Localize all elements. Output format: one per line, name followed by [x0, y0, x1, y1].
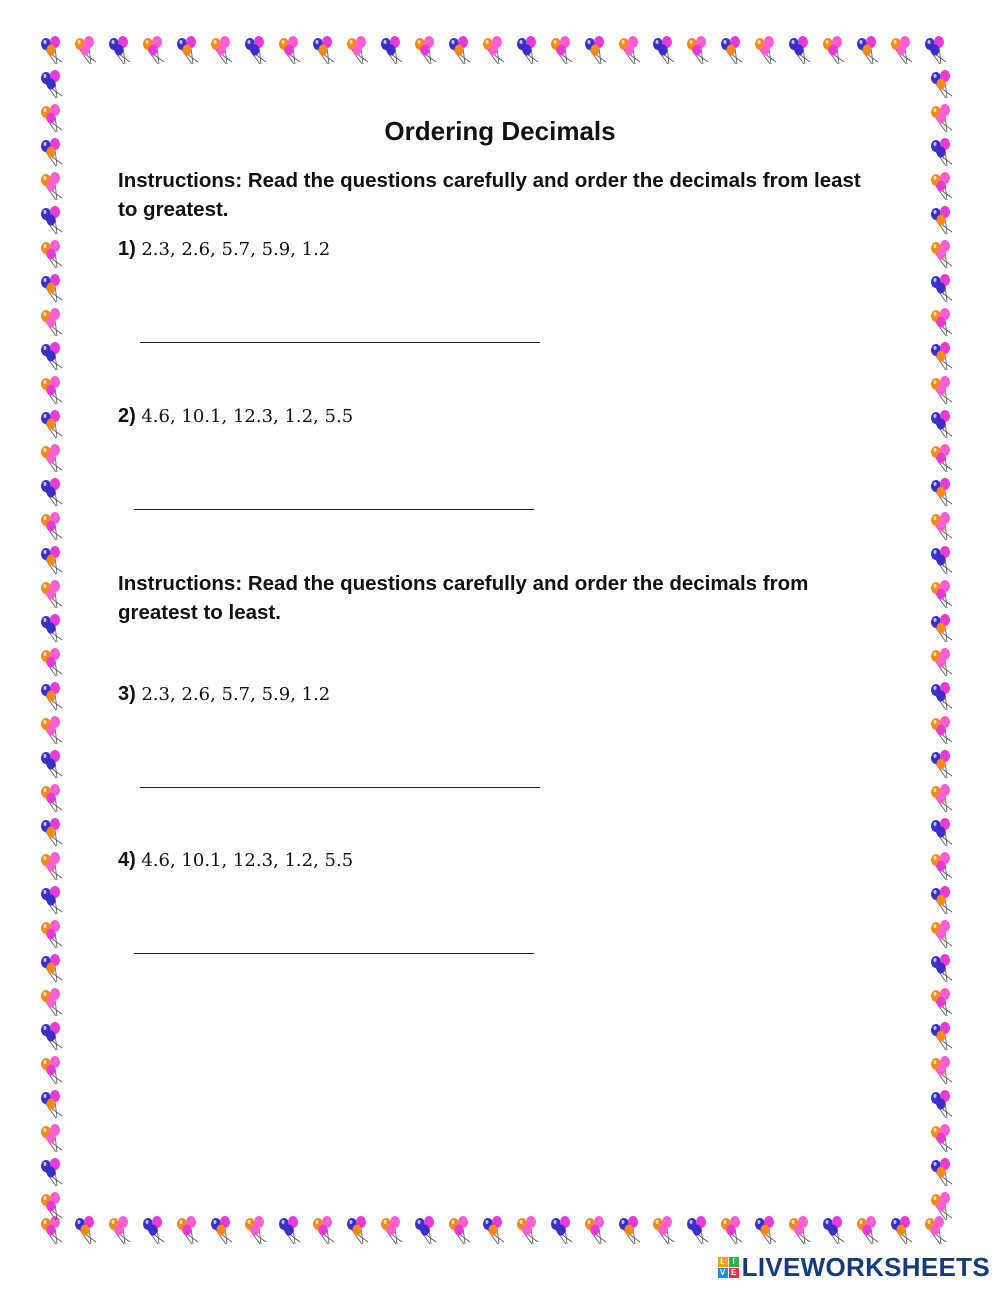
balloon-bunch-icon — [245, 1216, 266, 1244]
logo-letter: L — [718, 1257, 728, 1267]
balloon-bunch-icon — [857, 1216, 878, 1244]
question-number: 1) — [118, 238, 136, 260]
balloon-bunch-icon — [109, 1216, 130, 1244]
answer-line-3[interactable] — [140, 787, 540, 788]
balloon-bunch-icon — [41, 36, 62, 64]
balloon-bunch-icon — [41, 376, 62, 404]
balloon-bunch-icon — [931, 172, 952, 200]
balloon-bunch-icon — [41, 308, 62, 336]
logo-letter: V — [718, 1268, 728, 1278]
balloon-bunch-icon — [931, 716, 952, 744]
balloon-bunch-icon — [931, 1022, 952, 1050]
balloon-bunch-icon — [75, 36, 96, 64]
balloon-bunch-icon — [931, 682, 952, 710]
instructions-least-to-greatest: Instructions: Read the questions carefully and order the decimals from least to greatest. — [118, 169, 861, 221]
balloon-bunch-icon — [721, 36, 742, 64]
balloon-bunch-icon — [931, 376, 952, 404]
balloon-bunch-icon — [245, 36, 266, 64]
brand-name: LIVEWORKSHEETS — [741, 1252, 990, 1282]
balloon-bunch-icon — [931, 818, 952, 846]
answer-line-1[interactable] — [140, 342, 540, 343]
balloon-bunch-icon — [177, 1216, 198, 1244]
balloon-bunch-icon — [143, 1216, 164, 1244]
answer-line-2[interactable] — [134, 509, 534, 510]
balloon-bunch-icon — [41, 1056, 62, 1084]
balloon-bunch-icon — [41, 852, 62, 880]
balloon-bunch-icon — [41, 614, 62, 642]
balloon-bunch-icon — [789, 1216, 810, 1244]
balloon-bunch-icon — [931, 1192, 952, 1220]
balloon-bunch-icon — [931, 1090, 952, 1118]
balloon-bunch-icon — [41, 1090, 62, 1118]
balloon-bunch-icon — [585, 36, 606, 64]
balloon-bunch-icon — [279, 1216, 300, 1244]
balloon-bunch-icon — [931, 240, 952, 268]
balloon-bunch-icon — [931, 886, 952, 914]
balloon-bunch-icon — [891, 36, 912, 64]
balloon-bunch-icon — [41, 954, 62, 982]
balloon-bunch-icon — [755, 36, 776, 64]
balloon-bunch-icon — [931, 308, 952, 336]
balloon-bunch-icon — [931, 648, 952, 676]
balloon-bunch-icon — [347, 36, 368, 64]
balloon-bunch-icon — [931, 920, 952, 948]
balloon-bunch-icon — [931, 206, 952, 234]
balloon-bunch-icon — [177, 36, 198, 64]
balloon-bunch-icon — [931, 546, 952, 574]
balloon-bunch-icon — [931, 988, 952, 1016]
balloon-bunch-icon — [41, 274, 62, 302]
liveworksheets-brand[interactable] — [718, 1252, 990, 1283]
balloon-bunch-icon — [789, 36, 810, 64]
balloon-bunch-icon — [823, 36, 844, 64]
balloon-bunch-icon — [721, 1216, 742, 1244]
question-number: 3) — [118, 683, 136, 705]
balloon-bunch-icon — [931, 342, 952, 370]
balloon-bunch-icon — [41, 682, 62, 710]
balloon-bunch-icon — [931, 954, 952, 982]
balloon-bunch-icon — [313, 36, 334, 64]
balloon-bunch-icon — [41, 648, 62, 676]
question-values: 4.6, 10.1, 12.3, 1.2, 5.5 — [141, 406, 354, 427]
question-values: 2.3, 2.6, 5.7, 5.9, 1.2 — [141, 684, 331, 705]
question-1 — [118, 238, 330, 261]
balloon-bunch-icon — [551, 36, 572, 64]
balloon-bunch-icon — [41, 342, 62, 370]
balloon-bunch-icon — [931, 580, 952, 608]
balloon-bunch-icon — [857, 36, 878, 64]
balloon-bunch-icon — [931, 1158, 952, 1186]
balloon-bunch-icon — [41, 580, 62, 608]
balloon-bunch-icon — [279, 36, 300, 64]
instructions-greatest-to-least: Instructions: Read the questions carefully and order the decimals from greatest to least. — [118, 572, 809, 624]
balloon-bunch-icon — [41, 750, 62, 778]
balloon-bunch-icon — [41, 886, 62, 914]
balloon-bunch-icon — [41, 172, 62, 200]
balloon-bunch-icon — [483, 1216, 504, 1244]
balloon-bunch-icon — [347, 1216, 368, 1244]
balloon-bunch-icon — [931, 750, 952, 778]
balloon-bunch-icon — [517, 36, 538, 64]
balloon-bunch-icon — [211, 36, 232, 64]
answer-line-4[interactable] — [134, 953, 534, 954]
balloon-bunch-icon — [931, 784, 952, 812]
balloon-bunch-icon — [109, 36, 130, 64]
balloon-bunch-icon — [653, 36, 674, 64]
balloon-bunch-icon — [41, 410, 62, 438]
balloon-bunch-icon — [931, 410, 952, 438]
balloon-bunch-icon — [381, 36, 402, 64]
balloon-bunch-icon — [931, 512, 952, 540]
balloon-bunch-icon — [41, 1124, 62, 1152]
balloon-bunch-icon — [41, 716, 62, 744]
balloon-bunch-icon — [41, 1192, 62, 1220]
balloon-bunch-icon — [41, 512, 62, 540]
balloon-bunch-icon — [517, 1216, 538, 1244]
balloon-bunch-icon — [653, 1216, 674, 1244]
question-number: 4) — [118, 849, 136, 871]
question-number: 2) — [118, 405, 136, 427]
balloon-bunch-icon — [41, 818, 62, 846]
balloon-bunch-icon — [931, 274, 952, 302]
balloon-bunch-icon — [823, 1216, 844, 1244]
balloon-bunch-icon — [931, 444, 952, 472]
balloon-bunch-icon — [619, 1216, 640, 1244]
question-4 — [118, 849, 353, 872]
logo-letter: I — [729, 1257, 739, 1267]
balloon-bunch-icon — [931, 1056, 952, 1084]
question-3 — [118, 683, 330, 706]
balloon-bunch-icon — [931, 614, 952, 642]
balloon-bunch-icon — [41, 444, 62, 472]
balloon-bunch-icon — [925, 36, 946, 64]
balloon-bunch-icon — [619, 36, 640, 64]
balloon-bunch-icon — [41, 206, 62, 234]
balloon-bunch-icon — [931, 1124, 952, 1152]
question-2 — [118, 405, 353, 428]
balloon-bunch-icon — [931, 70, 952, 98]
balloon-bunch-icon — [415, 36, 436, 64]
balloon-bunch-icon — [381, 1216, 402, 1244]
balloon-bunch-icon — [551, 1216, 572, 1244]
worksheet-title: Ordering Decimals — [384, 116, 616, 146]
balloon-bunch-icon — [41, 1158, 62, 1186]
balloon-bunch-icon — [931, 852, 952, 880]
logo-letter: E — [729, 1268, 739, 1278]
liveworksheets-logo-icon — [718, 1257, 739, 1278]
balloon-bunch-icon — [931, 478, 952, 506]
balloon-bunch-icon — [143, 36, 164, 64]
question-values: 2.3, 2.6, 5.7, 5.9, 1.2 — [141, 239, 331, 260]
balloon-bunch-icon — [313, 1216, 334, 1244]
balloon-bunch-icon — [41, 478, 62, 506]
balloon-bunch-icon — [687, 36, 708, 64]
balloon-bunch-icon — [41, 988, 62, 1016]
balloon-bunch-icon — [41, 920, 62, 948]
balloon-bunch-icon — [41, 1022, 62, 1050]
balloon-bunch-icon — [483, 36, 504, 64]
balloon-bunch-icon — [41, 70, 62, 98]
balloon-bunch-icon — [449, 36, 470, 64]
balloon-bunch-icon — [687, 1216, 708, 1244]
balloon-bunch-icon — [755, 1216, 776, 1244]
balloon-bunch-icon — [415, 1216, 436, 1244]
balloon-bunch-icon — [41, 784, 62, 812]
balloon-bunch-icon — [41, 240, 62, 268]
question-values: 4.6, 10.1, 12.3, 1.2, 5.5 — [141, 850, 354, 871]
balloon-bunch-icon — [891, 1216, 912, 1244]
balloon-bunch-icon — [211, 1216, 232, 1244]
balloon-bunch-icon — [449, 1216, 470, 1244]
balloon-bunch-icon — [925, 1216, 946, 1244]
balloon-bunch-icon — [41, 1216, 62, 1244]
balloon-bunch-icon — [41, 546, 62, 574]
balloon-bunch-icon — [585, 1216, 606, 1244]
balloon-bunch-icon — [75, 1216, 96, 1244]
